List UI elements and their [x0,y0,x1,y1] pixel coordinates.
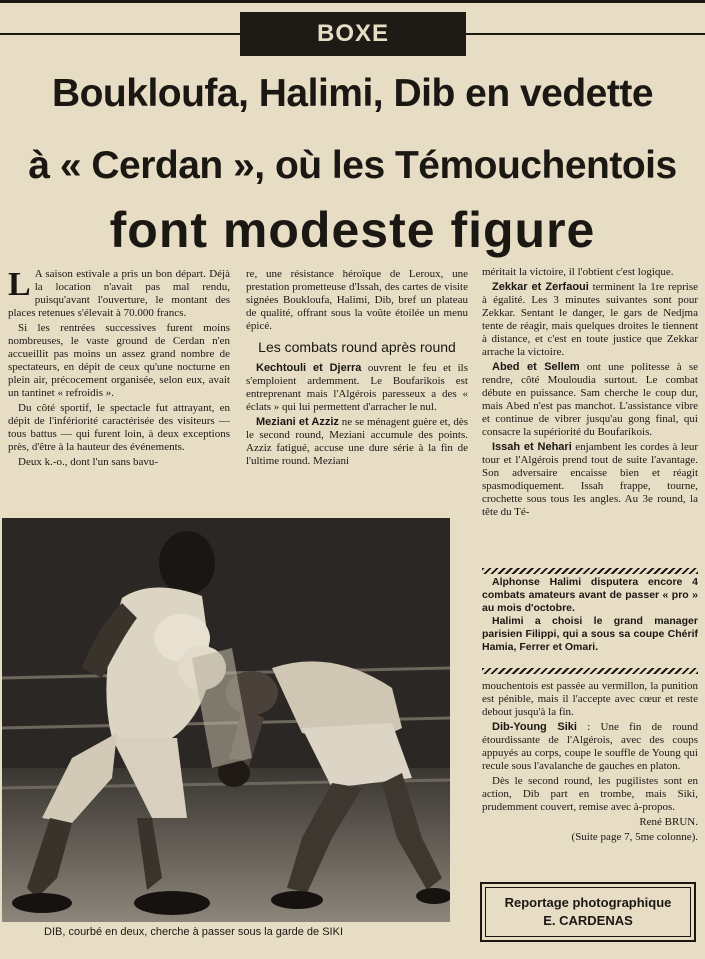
article-column-3-continued [482,680,698,876]
note-paragraph-1: Alphonse Halimi disputera encore 4 combats amateurs avant de passer « pro » au mois d'octobre. [482,576,698,614]
col2-paragraph-1: re, une résistance héroïque de Leroux, une prestation prometteuse d'Issah, des cartes de visite signées Boukloufa, Halimi, Dib, bref un plateau de qualité, offrant sous la voûte étoilée un menu épicé. [246,268,468,332]
headline-line-1: Boukloufa, Halimi, Dib en vedette [51,72,654,115]
bout-names-6: Dib-Young Siki [492,721,577,733]
halimi-note-box [482,576,698,654]
bout-names-5: Issah et Nehari [492,441,572,453]
continued-note: (Suite page 7, 5me colonne). [571,831,698,843]
article-column-2 [246,268,468,514]
section-subhead: Les combats round après round [258,339,456,355]
bout-names-4: Abed et Sellem [492,361,580,373]
section-label: BOXE [240,12,466,56]
bout-names-2: Meziani et Azziz [256,416,339,428]
boxing-photo-illustration [2,518,450,922]
col1-paragraph-1: A saison estivale a pris un bon départ. Déjà la location n'avait pas mal rendu, puisqu'avant l'ouverture, le montant des places retenues s'élevait à 70.000 francs. [8,268,230,319]
photo-credit-box [480,882,696,942]
dropcap: L [8,268,31,303]
col2-paragraph-3: ne se ménagent guère et, dès le second round, Meziani accumule des points. Azziz fatigué, accuse une dure série à la fin de l'ultime round. Meziani [246,416,468,467]
credit-line-2: E. CARDENAS [543,913,633,928]
boxing-photo [2,518,450,922]
zigzag-divider-top [482,568,698,574]
col3-paragraph-3: ont une politesse à se rendre, côté Mouloudia surtout. Le combat débute en puissance. Sam cherche le coup dur, mais Abed n'est pas manchot. L'assistance vibre et continue de vibrer jusqu'au gong final, qui consacre la supériorité du Boufarikois. [482,361,698,438]
author-signature: René BRUN. [639,816,698,828]
headline-line-2: à « Cerdan », où les Témouchentois [28,144,677,187]
top-rule-left [0,33,240,35]
col3-paragraph-1: méritait la victoire, il l'obtient c'est logique. [482,266,674,278]
note-paragraph-2: Halimi a choisi le grand manager parisien Filippi, qui a sous sa coupe Chérif Hamia, Ferrer et Omari. [482,615,698,653]
headline-line-3: font modeste figure [109,202,596,258]
article-column-3 [482,266,698,566]
col3b-paragraph-3: Dès le second round, les pugilistes sont en action, Dib part en trombe, mais Siki, prudemment couvert, remise avec à-propos. [482,775,698,813]
bout-names-3: Zekkar et Zerfaoui [492,281,589,293]
col3-paragraph-4: enjambent les cordes à leur tour et l'Algérois prend tout de suite l'avantage. Son adversaire encaisse bien et réagit spasmodiquement. Issah frappe, tourne, crochette sous tous les angles. Au 3e round, la tête du Té- [482,441,698,518]
top-rule-right [466,33,705,35]
col3b-paragraph-2: : Une fin de round étourdissante de l'Algérois, avec des coups appuyés au corps, coupe le souffle de Young qui recule sous l'avalanche de gauches en platon. [482,721,698,772]
col3-paragraph-2: terminent la 1re reprise à égalité. Les 3 minutes suivantes sont pour Zekkar. Sentant le danger, le gars de Nedjma tente de réagir, mais quelques droites le tiennent à distance, et c'est en toute justice que Zekkar arrache la victoire. [482,281,698,358]
credit-line-1: Reportage photographique [504,895,672,910]
photo-caption: DIB, courbé en deux, cherche à passer sous la garde de SIKI [44,926,344,938]
col1-paragraph-2: Si les rentrées successives furent moins nombreuses, le vaste ground de Cerdan n'en accueillit pas moins un assez grand nombre de spectateurs, en dépit de ceux qu'une nocturne en plein air, précocement organisée, selon eux, avait un tantinet « refroidis ». [8,322,230,399]
col3b-paragraph-1: mouchentois est passée au vermillon, la punition est pénible, mais il l'accepte avec cœur et reste debout jusqu'à la fin. [482,680,698,718]
article-column-1 [8,268,230,516]
col1-paragraph-3: Du côté sportif, le spectacle fut attrayant, en dépit de l'infériorité caractérisée des visiteurs — tous battus — qui furent loin, à deux exceptions près, d'être à la hauteur des événements. [8,402,230,453]
bout-names-1: Kechtouli et Djerra [256,362,362,374]
top-border [0,0,705,3]
zigzag-divider-bottom [482,668,698,674]
col1-paragraph-4: Deux k.-o., dont l'un sans bavu- [18,456,159,468]
col2-paragraph-2: ouvrent le feu et ils s'emploient ardemment. Le Boufarikois est entreprenant mais l'Algérois paresseux a des « éclats » qui lui permettent d'arracher le nul. [246,362,468,413]
